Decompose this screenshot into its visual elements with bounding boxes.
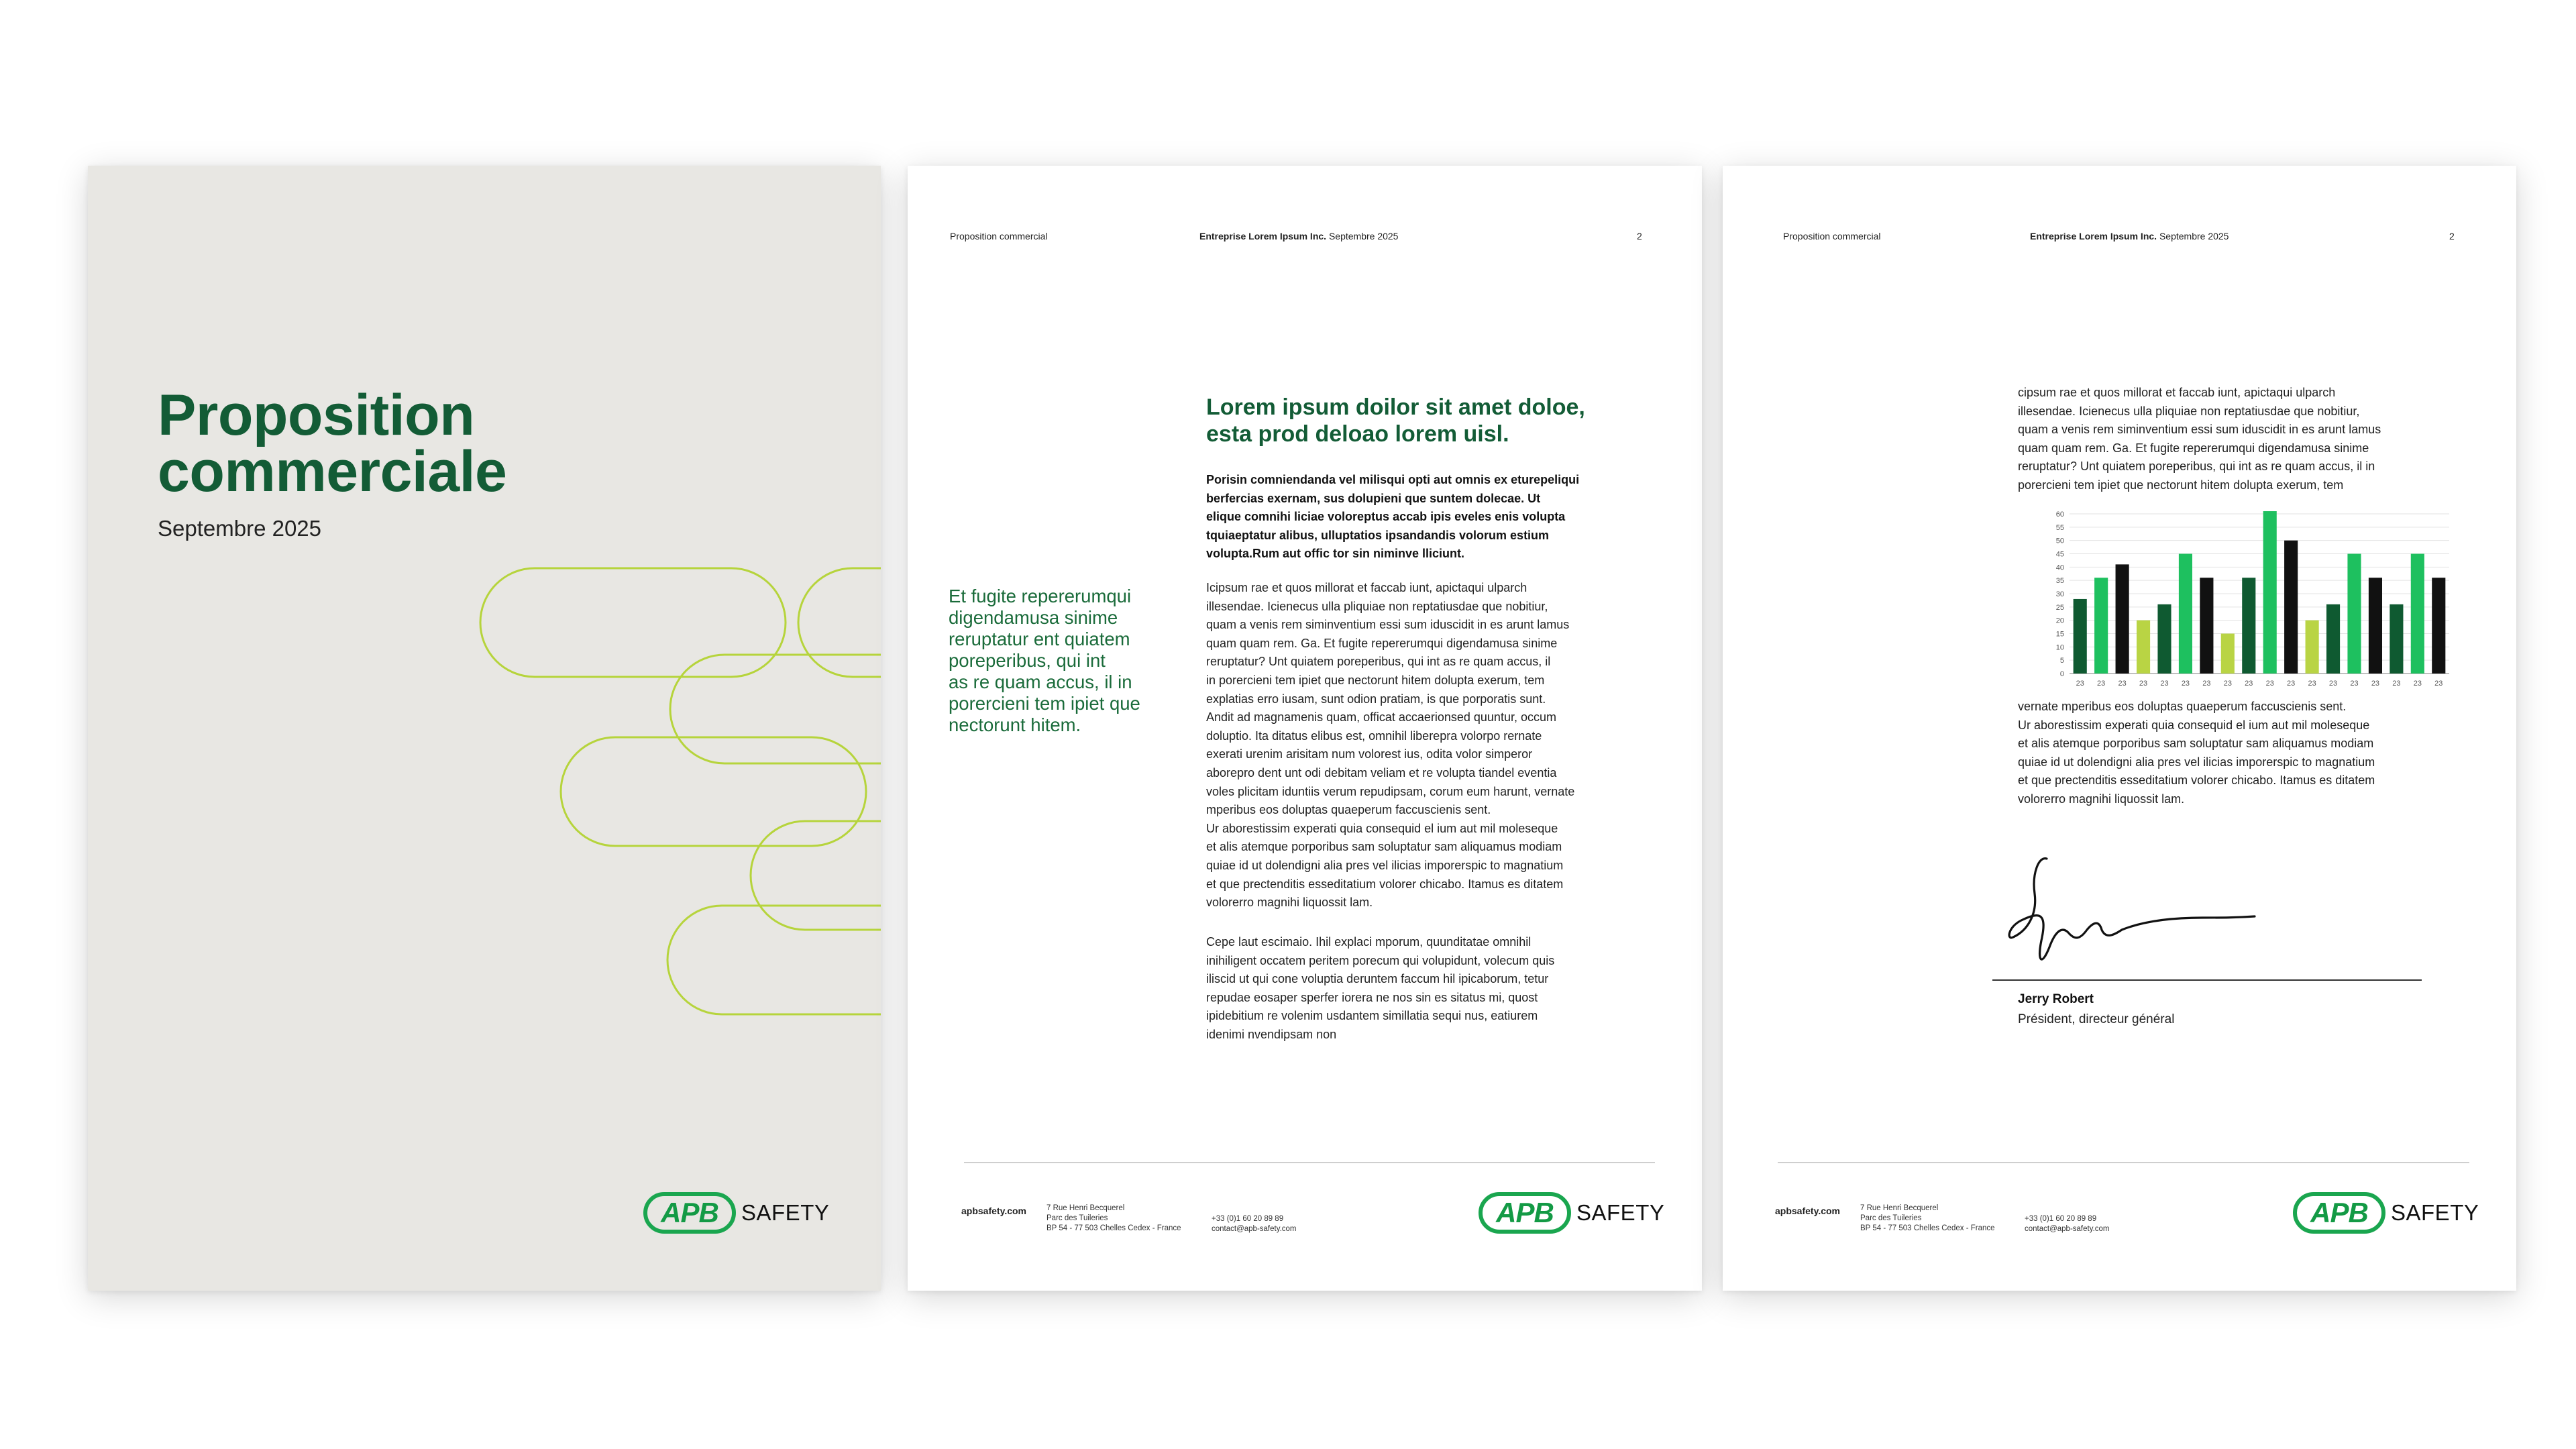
header-company: Entreprise Lorem Ipsum Inc. [2030, 231, 2157, 241]
x-tick-label: 23 [2139, 680, 2148, 688]
decor-capsule [670, 655, 881, 763]
address-line: Parc des Tuileries [1860, 1214, 1922, 1222]
body-line: et alis atemque porporibus sam soluptatur sam aliquamus modiam [1206, 840, 1562, 854]
x-tick-label: 23 [2413, 680, 2422, 688]
chart-bar [2116, 564, 2129, 674]
chart-bar [2137, 621, 2150, 674]
bar-chart [2044, 508, 2453, 690]
intro-line: berfercias exernam, sus dolupieni que suntem dolecae. Ut [1206, 491, 1541, 505]
footer-email: contact@apb-safety.com [1212, 1225, 1297, 1233]
body-paragraph-bottom [2018, 698, 2375, 809]
x-tick-label: 23 [2118, 680, 2127, 688]
footer-divider [964, 1162, 1655, 1163]
chart-bar [2390, 604, 2403, 674]
y-tick-label: 10 [2055, 643, 2064, 652]
y-tick-label: 5 [2059, 657, 2064, 665]
y-tick-label: 15 [2055, 630, 2064, 639]
decor-capsule [751, 821, 881, 930]
header-company-date [1199, 231, 1398, 241]
body-line: quam quam rem. Ga. Et fugite repererumqui digendamusa sinime [1206, 636, 1558, 650]
header-company-date [2030, 231, 2229, 241]
pull-quote-line: poreperibus, qui int [949, 650, 1106, 671]
cover-page [88, 166, 881, 1291]
body-line: quam a venis rem siminventium essi sum iduscidit in es arunt lamus [1206, 618, 1570, 632]
body-line: et alis atemque porporibus sam soluptatur sam aliquamus modiam [2018, 737, 2374, 751]
chart-bar [2179, 554, 2192, 674]
address-line: Parc des Tuileries [1046, 1214, 1108, 1222]
x-tick-label: 23 [2097, 680, 2106, 688]
pull-quote-line: nectorunt hitem. [949, 714, 1081, 735]
address-line: 7 Rue Henri Becquerel [1860, 1204, 1939, 1212]
body-line: vernate mperibus eos doluptas quaeperum faccuscienis sent. [2018, 700, 2347, 713]
apb-safety-logo [2293, 1192, 2479, 1234]
lead-line2: esta prod deloao lorem uisl. [1206, 421, 1509, 447]
y-tick-label: 50 [2055, 537, 2064, 545]
x-tick-label: 23 [2245, 680, 2253, 688]
footer-address [1860, 1203, 1995, 1234]
x-tick-label: 23 [2160, 680, 2169, 688]
y-tick-label: 0 [2059, 670, 2064, 678]
intro-line: tquiaeptatur alibus, ulluptatios ipsandandis volorum estium [1206, 528, 1550, 542]
header-company: Entreprise Lorem Ipsum Inc. [1199, 231, 1327, 241]
body-line: ipidebitium re volenim usdantem simillatia sequi nus, eatiurem [1206, 1009, 1538, 1023]
content-page-chart [1723, 166, 2516, 1291]
header-page-number: 2 [2449, 231, 2455, 241]
chart-bar [2347, 554, 2361, 674]
body-line: reruptatur? Unt quiatem poreperibus, qui int as re quam accus, il [1206, 655, 1551, 669]
x-tick-label: 23 [2076, 680, 2084, 688]
content-page-text [908, 166, 1702, 1291]
intro-line: Porisin comniendanda vel milisqui opti aut omnis ex eturepeliqui [1206, 473, 1580, 486]
chart-bar [2411, 554, 2424, 674]
cover-title-line2: commerciale [158, 439, 507, 504]
header-doc-label: Proposition commercial [1783, 231, 1881, 241]
body-line: quam a venis rem siminventium essi sum iduscidit in es arunt lamus [2018, 423, 2381, 437]
footer-address [1046, 1203, 1181, 1234]
pull-quote-line: reruptatur ent quiatem [949, 629, 1130, 649]
body-line: exerati urenim arisitam num volorest ius, odita volor simperor [1206, 747, 1533, 761]
body-line: inihiligent occatem peritem porecum qui volupidunt, volecum quis [1206, 953, 1555, 967]
body-paragraph-top [2018, 384, 2381, 495]
address-line: BP 54 - 77 503 Chelles Cedex - France [1046, 1224, 1181, 1232]
x-tick-label: 23 [2308, 680, 2316, 688]
footer-email: contact@apb-safety.com [2025, 1225, 2110, 1233]
pull-quote [949, 586, 1180, 736]
lead-heading [1206, 394, 1622, 447]
x-tick-label: 23 [2434, 680, 2443, 688]
logo-word: SAFETY [2391, 1200, 2479, 1225]
body-line: aborepro dent unt odi debitam veliam et re volupta tiandel eventia [1206, 765, 1557, 780]
x-tick-label: 23 [2371, 680, 2380, 688]
footer-site: apbsafety.com [1775, 1205, 1840, 1216]
logo-word: SAFETY [741, 1200, 830, 1225]
decor-capsule [561, 737, 866, 846]
chart-bar [2432, 578, 2445, 674]
chart-bar [2284, 541, 2298, 674]
chart-bar [2221, 634, 2235, 674]
signer-name: Jerry Robert [2018, 992, 2094, 1006]
y-tick-label: 25 [2055, 603, 2064, 612]
body-line: reruptatur? Unt quiatem poreperibus, qui int as re quam accus, il in [2018, 460, 2375, 474]
body-line: illesendae. Icienecus ulla pliquiae non reptatiusdae que nobitiur, [1206, 599, 1548, 613]
y-tick-label: 60 [2055, 511, 2064, 519]
chart-bar [2326, 604, 2340, 674]
intro-paragraph [1206, 471, 1635, 564]
body-line: porercieni tem ipiet que nectorunt hitem dolupta exerum, tem [2018, 478, 2344, 492]
body-line: idenimi nvendipsam non [1206, 1027, 1337, 1041]
body-line: iliscid ut qui cone voluptia deruntem faccum hil ipicaborum, tetur [1206, 972, 1549, 986]
body-line: quiae id ut dolendigni alia pres vel ilicias imporerspic to magnatium [2018, 755, 2375, 769]
body-line: Ur aborestissim experati quia consequid el ium aut mil moleseque [2018, 718, 2370, 732]
pull-quote-line: digendamusa sinime [949, 607, 1118, 628]
decor-capsule [480, 568, 786, 677]
apb-safety-logo [643, 1192, 829, 1234]
logo-mark: APB [643, 1192, 736, 1234]
x-tick-label: 23 [2265, 680, 2274, 688]
header-date: Septembre 2025 [2159, 231, 2229, 241]
y-tick-label: 55 [2055, 523, 2064, 532]
x-tick-label: 23 [2392, 680, 2401, 688]
chart-bar [2242, 578, 2255, 674]
body-line: mperibus eos doluptas quaeperum faccuscienis sent. [1206, 803, 1491, 817]
x-tick-label: 23 [2223, 680, 2232, 688]
intro-line: volupta.Rum aut offic tor sin niminve lliciunt. [1206, 547, 1465, 560]
pull-quote-line: Et fugite repererumqui [949, 586, 1132, 606]
chart-bar [2306, 621, 2319, 674]
chart-bar [2263, 511, 2277, 674]
header-date: Septembre 2025 [1328, 231, 1399, 241]
apb-safety-logo [1479, 1192, 1664, 1234]
y-tick-label: 45 [2055, 550, 2064, 559]
body-line: repudae eosaper sperfer iorera ne nos sin es sitatus mi, quost [1206, 990, 1538, 1004]
body-line: illesendae. Icienecus ulla pliquiae non reptatiusdae que nobitiur, [2018, 404, 2360, 418]
chart-bar [2157, 604, 2171, 674]
footer-site: apbsafety.com [961, 1205, 1026, 1216]
x-tick-label: 23 [2328, 680, 2338, 688]
decorative-capsule-pattern [88, 166, 881, 1291]
body-line: explatias erro iusam, sunt odion pratiam, is que porporatis sunt. [1206, 692, 1546, 706]
body-paragraph-2 [1206, 933, 1554, 1044]
cover-date: Septembre 2025 [158, 516, 322, 541]
intro-line: elique comnihi liciae voloreptus accab ipis eveles enis volupta [1206, 510, 1566, 523]
address-line: BP 54 - 77 503 Chelles Cedex - France [1860, 1224, 1995, 1232]
body-line: cipsum rae et quos millorat et faccab iunt, apictaqui ulparch [2018, 386, 2336, 399]
y-tick-label: 20 [2055, 616, 2064, 625]
body-line: voles plicitam iduntiis verum repudipsam, corum eum harunt, vernate [1206, 784, 1575, 798]
body-line: in porercieni tem ipiet que nectorunt hitem dolupta exerum, tem [1206, 673, 1545, 687]
y-tick-label: 40 [2055, 564, 2064, 572]
cover-title-line1: Proposition [158, 383, 475, 447]
lead-line1: Lorem ipsum doilor sit amet doloe, [1206, 394, 1585, 420]
footer-phone: +33 (0)1 60 20 89 89 [1212, 1215, 1284, 1223]
body-line: quiae id ut dolendigni alia pres vel ilicias imporerspic to magnatium [1206, 858, 1564, 872]
body-line: Ur aborestissim experati quia consequid el ium aut mil moleseque [1206, 821, 1558, 835]
body-line: Icipsum rae et quos millorat et faccab iunt, apictaqui ulparch [1206, 581, 1527, 594]
header-page-number: 2 [1637, 231, 1642, 241]
body-line: Cepe laut escimaio. Ihil explaci mporum, quunditatae omnihil [1206, 935, 1532, 949]
body-line: quam quam rem. Ga. Et fugite repererumqui digendamusa sinime [2018, 441, 2369, 455]
footer-contact [1212, 1214, 1297, 1234]
chart-bar [2074, 599, 2087, 674]
address-line: 7 Rue Henri Becquerel [1046, 1204, 1125, 1212]
body-line: volorerro magnihi liquossit lam. [2018, 792, 2185, 806]
y-tick-label: 30 [2055, 590, 2064, 598]
logo-mark: APB [1479, 1192, 1571, 1234]
x-tick-label: 23 [2287, 680, 2296, 688]
body-line: et que prectenditis esseditatium volorer chicabo. Itamus es ditatem [2018, 773, 2375, 788]
chart-bar [2200, 578, 2213, 674]
pull-quote-line: porercieni tem ipiet que [949, 693, 1140, 714]
footer-contact [2025, 1214, 2110, 1234]
signature-line [1992, 979, 2422, 981]
body-line: volorerro magnihi liquossit lam. [1206, 896, 1373, 910]
logo-mark: APB [2293, 1192, 2385, 1234]
body-line: et que prectenditis esseditatium volorer chicabo. Itamus es ditatem [1206, 877, 1564, 891]
body-line: Andit ad magnamenis quam, officat accaerionsed quuntur, occum [1206, 710, 1556, 724]
logo-word: SAFETY [1576, 1200, 1665, 1225]
decor-capsule [667, 906, 881, 1014]
body-paragraph [1206, 579, 1574, 912]
decor-capsule [798, 568, 881, 677]
chart-bar [2094, 578, 2108, 674]
pull-quote-line: as re quam accus, il in [949, 672, 1132, 692]
handwritten-signature [2001, 847, 2269, 981]
body-line: doluptio. Ita ditatus elibus est, omnihil liberepra volorpo rernate [1206, 729, 1542, 743]
x-tick-label: 23 [2181, 680, 2190, 688]
footer-divider [1778, 1162, 2469, 1163]
header-doc-label: Proposition commercial [950, 231, 1048, 241]
footer-phone: +33 (0)1 60 20 89 89 [2025, 1215, 2097, 1223]
chart-bar [2369, 578, 2382, 674]
x-tick-label: 23 [2350, 680, 2359, 688]
x-tick-label: 23 [2202, 680, 2211, 688]
signer-role: Président, directeur général [2018, 1012, 2175, 1026]
y-tick-label: 35 [2055, 577, 2064, 586]
